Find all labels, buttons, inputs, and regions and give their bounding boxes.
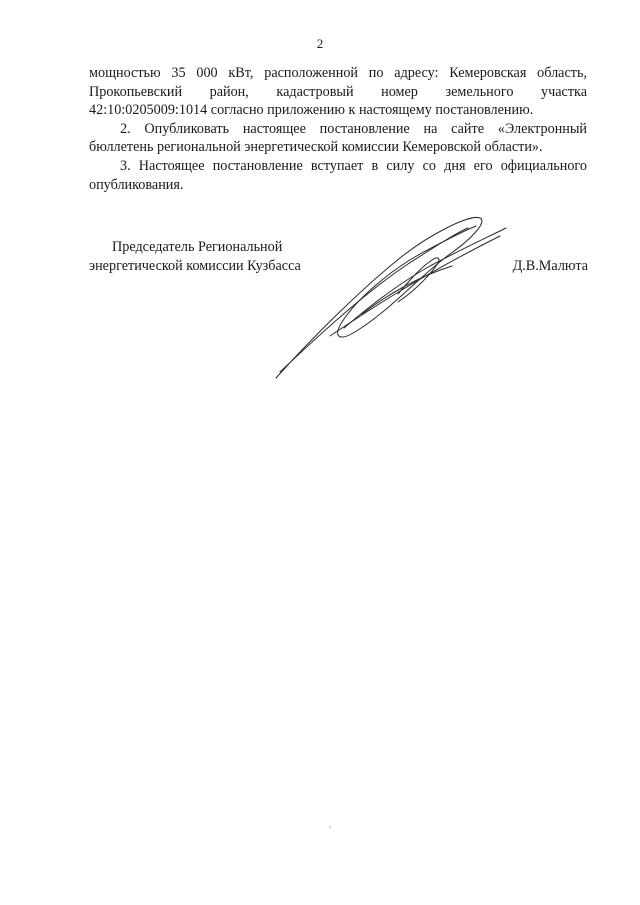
paragraph-3-line-1: 3. Настоящее постановление вступает в силу со дня его официального: [120, 157, 587, 174]
paragraph-3: [89, 157, 587, 194]
document-body: [89, 64, 587, 194]
paragraph-1: [89, 64, 587, 120]
signer-name: Д.В.Малюта: [512, 258, 588, 274]
paragraph-1-line-3: 42:10:0205009:1014 согласно приложению к настоящему постановлению.: [89, 102, 534, 119]
page-number: 2: [316, 36, 324, 51]
paragraph-2-line-1: 2. Опубликовать настоящее постановление на сайте «Электронный: [120, 120, 587, 137]
paragraph-2-line-2: бюллетень региональной энергетической комиссии Кемеровской области».: [89, 139, 543, 156]
paragraph-2: [89, 120, 587, 157]
signatory-title-line-2: энергетической комиссии Кузбасса: [89, 257, 301, 274]
paragraph-1-line-1: мощностью 35 000 кВт, расположенной по адресу: Кемеровская область,: [89, 65, 587, 81]
scan-speck: [329, 826, 331, 828]
signatory-title-line-1: Председатель Региональной: [112, 239, 283, 255]
paragraph-3-line-2: опубликования.: [89, 176, 184, 193]
handwritten-signature-icon: [270, 210, 510, 385]
paragraph-1-line-2: Прокопьевский район, кадастровый номер земельного участка: [89, 83, 587, 100]
